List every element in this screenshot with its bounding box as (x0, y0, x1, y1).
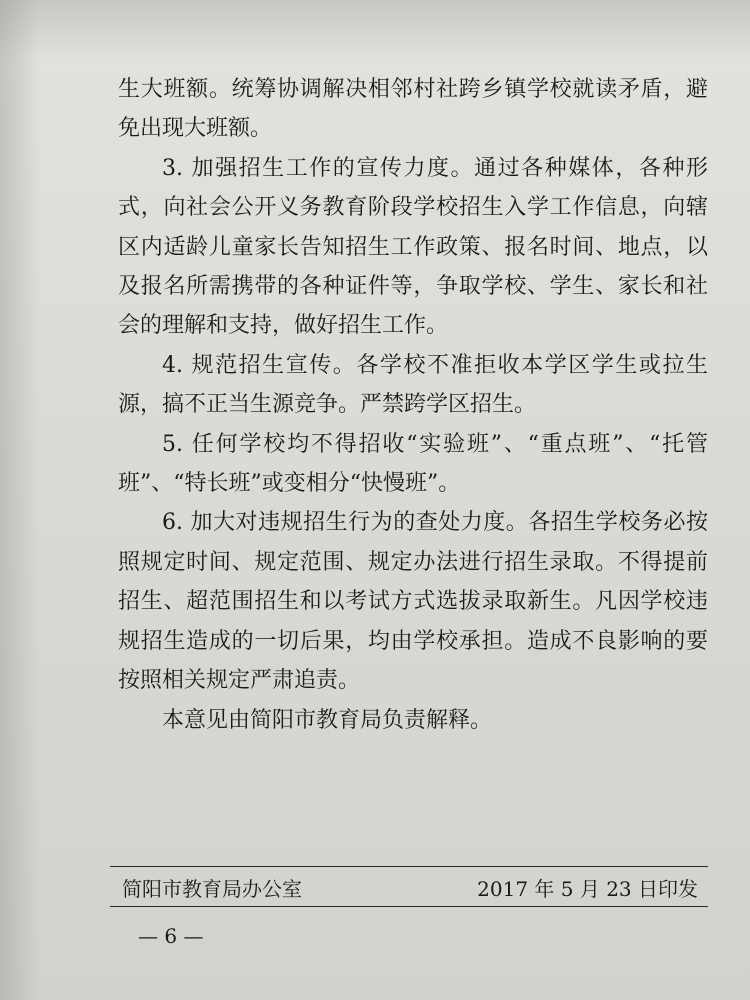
paragraph-item-3: 3. 加强招生工作的宣传力度。通过各种媒体，各种形式，向社会公开义务教育阶段学校招生入学工作信息，向辖区内适龄儿童家长告知招生工作政策、报名时间、地点，以及报名所需携带的各种证件等，争取学校、学生、家长和社会的理解和支持，做好招生工作。 (118, 155, 708, 339)
footer-issue-date: 2017 年 5 月 23 日印发 (477, 877, 698, 901)
paragraph-continuation: 生大班额。统筹协调解决相邻村社跨乡镇学校就读矛盾，避免出现大班额。 (118, 77, 708, 142)
paragraph-item-5: 5. 任何学校均不得招收“实验班”、“重点班”、“托管班”、“特长班”或变相分“快慢班”。 (118, 431, 708, 497)
paragraph-item-6: 6. 加大对违规招生行为的查处力度。各招生学校务必按照规定时间、规定范围、规定办法进行招生录取。不得提前招生、超范围招生和以考试方式选拔录取新生。凡因学校违规招生造成的一切后果，均由学校承担。造成不良影响的要按照相关规定严肃追责。 (118, 510, 708, 694)
paragraph-item-4: 4. 规范招生宣传。各学校不准拒收本学区学生或拉生源，搞不正当生源竞争。严禁跨学区招生。 (118, 352, 708, 418)
footer-issuer: 简阳市教育局办公室 (122, 877, 302, 901)
page-shadow-top (0, 0, 750, 60)
paragraph-closing: 本意见由简阳市教育局负责解释。 (162, 707, 493, 733)
footer-rule-top (110, 866, 708, 867)
page-shadow-left (0, 0, 40, 1000)
page-number: — 6 — (138, 924, 204, 948)
footer-rule-bottom (110, 906, 708, 907)
document-body (118, 70, 708, 740)
